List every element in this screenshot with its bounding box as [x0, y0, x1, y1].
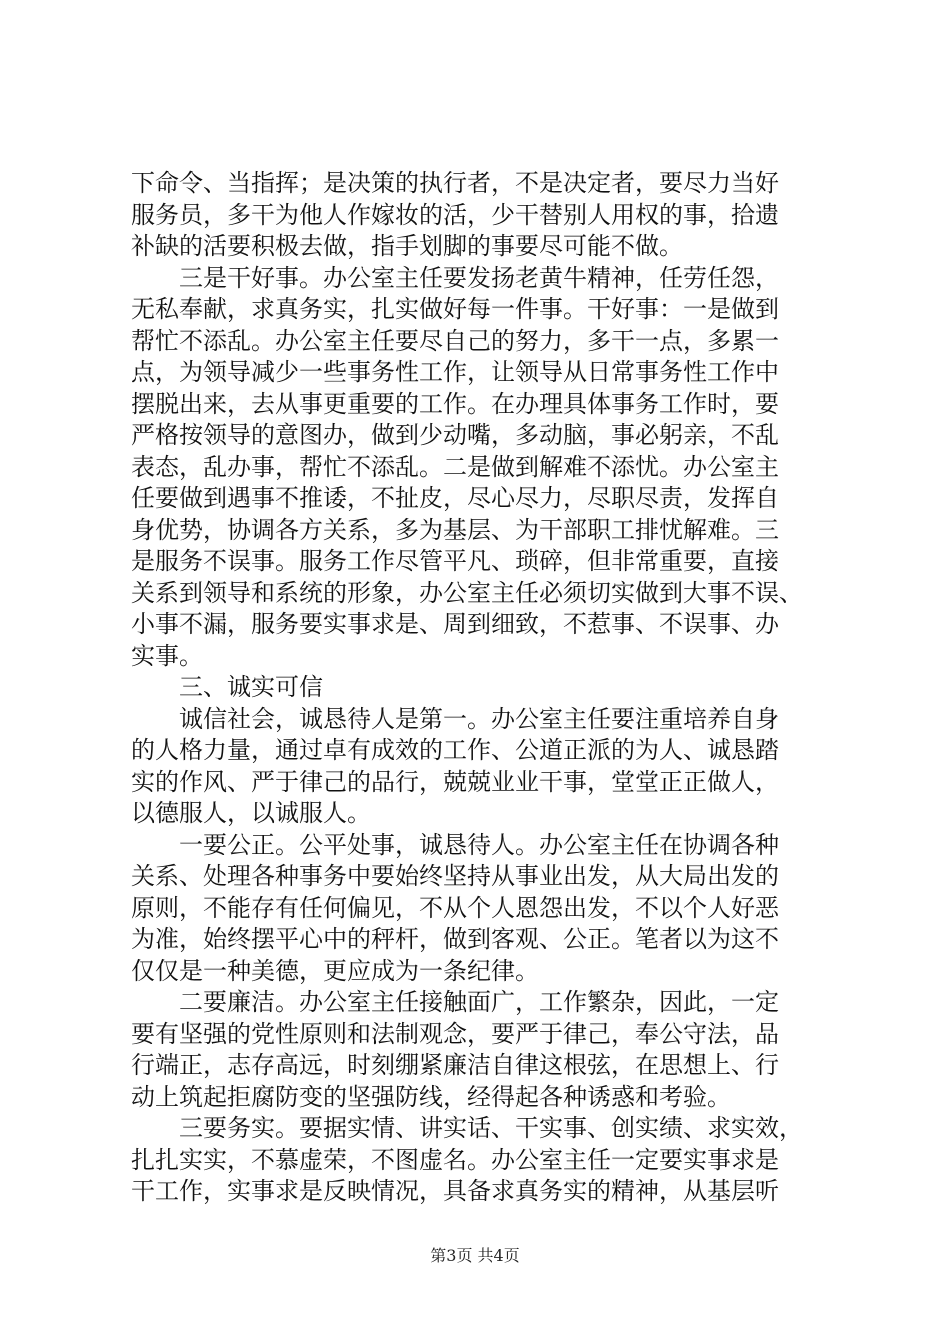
text-line: 行端正，志存高远，时刻绷紧廉洁自律这根弦，在思想上、行 [131, 1051, 779, 1079]
text-line: 要有坚强的党性原则和法制观念，要严于律己，奉公守法，品 [131, 1019, 779, 1048]
paragraph-start: 二要廉洁。办公室主任接触面广，工作繁杂，因此，一定 [179, 988, 779, 1016]
text-line: 是服务不误事。服务工作尽管平凡、琐碎，但非常重要，直接 [131, 547, 779, 575]
page-number-footer: 第3页 共4页 [430, 1246, 520, 1265]
text-line: 关系、处理各种事务中要始终坚持从事业出发，从大局出发的 [131, 862, 779, 890]
text-line: 服务员，多干为他人作嫁妆的活，少干替别人用权的事，拾遗 [131, 200, 779, 229]
text-line: 下命令、当指挥；是决策的执行者，不是决定者，要尽力当好 [131, 169, 779, 197]
text-line: 帮忙不添乱。办公室主任要尽自己的努力，多干一点，多累一 [131, 326, 779, 355]
text-line: 无私奉献，求真务实，扎实做好每一件事。干好事：一是做到 [131, 295, 779, 323]
text-line: 干工作，实事求是反映情况，具备求真务实的精神，从基层听 [131, 1177, 779, 1205]
text-line: 为准，始终摆平心中的秤杆，做到客观、公正。笔者以为这不 [131, 925, 779, 953]
paragraph-start: 诚信社会，诚恳待人是第一。办公室主任要注重培养自身 [179, 704, 779, 733]
text-line: 实的作风、严于律己的品行，兢兢业业干事，堂堂正正做人， [131, 767, 779, 796]
text-line: 动上筑起拒腐防变的坚强防线，经得起各种诱惑和考验。 [131, 1082, 731, 1111]
text-line: 补缺的活要积极去做，指手划脚的事要尽可能不做。 [131, 232, 683, 260]
section-heading: 三、诚实可信 [179, 673, 323, 701]
text-line: 点，为领导减少一些事务性工作，让领导从日常事务性工作中 [131, 358, 779, 386]
text-line: 仅仅是一种美德，更应成为一条纪律。 [131, 956, 539, 985]
text-line: 原则，不能存有任何偏见，不从个人恩怨出发，不以个人好恶 [131, 893, 779, 922]
text-line: 的人格力量，通过卓有成效的工作、公道正派的为人、诚恳踏 [131, 736, 779, 764]
text-line: 实事。 [131, 641, 203, 670]
text-line: 以德服人，以诚服人。 [131, 799, 371, 827]
paragraph-start: 一要公正。公平处事，诚恳待人。办公室主任在协调各种 [179, 830, 779, 859]
paragraph-start: 三要务实。要据实情、讲实话、干实事、创实绩、求实效， [179, 1114, 803, 1142]
paragraph-start: 三是干好事。办公室主任要发扬老黄牛精神，任劳任怨， [179, 263, 779, 292]
text-line: 扎扎实实，不慕虚荣，不图虚名。办公室主任一定要实事求是 [131, 1145, 779, 1174]
body-text [131, 168, 831, 1208]
text-line: 任要做到遇事不推诿，不扯皮，尽心尽力，尽职尽责，发挥自 [131, 484, 779, 512]
text-line: 摆脱出来，去从事更重要的工作。在办理具体事务工作时，要 [131, 389, 779, 418]
text-line: 身优势，协调各方关系，多为基层、为干部职工排忧解难。三 [131, 515, 779, 544]
text-line: 小事不漏，服务要实事求是、周到细致，不惹事、不误事、办 [131, 610, 779, 638]
text-line: 严格按领导的意图办，做到少动嘴，多动脑，事必躬亲，不乱 [131, 421, 779, 449]
text-line: 关系到领导和系统的形象，办公室主任必须切实做到大事不误、 [131, 578, 803, 607]
text-line: 表态，乱办事，帮忙不添乱。二是做到解难不添忧。办公室主 [131, 452, 779, 481]
